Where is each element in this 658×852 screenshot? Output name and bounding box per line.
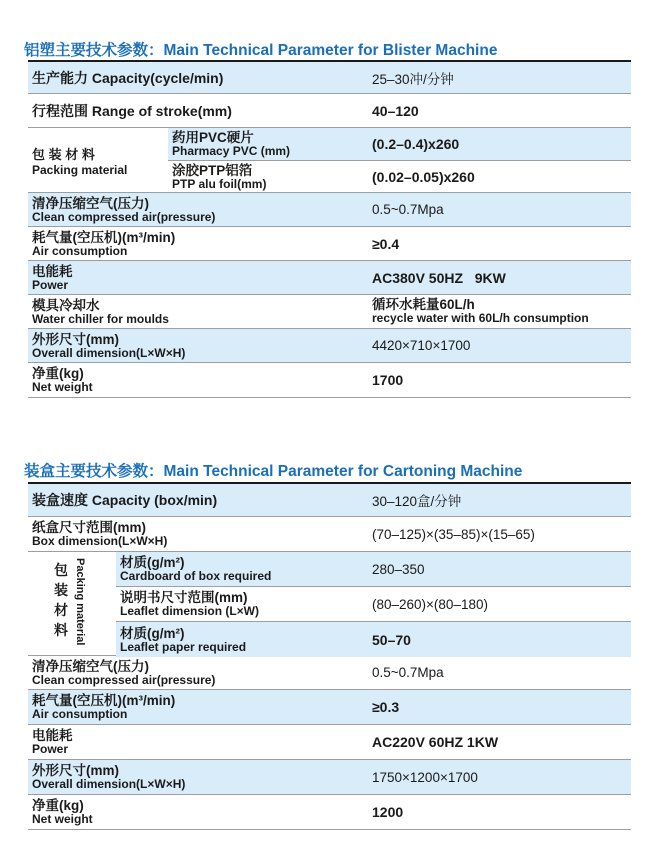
table-row [28,261,631,295]
leaflet-paper-label-zh: 材质(g/m²) [120,625,185,641]
c-air-value: 0.5~0.7Mpa [372,665,444,680]
water-label [28,299,366,325]
power-label-en: Power [32,277,69,292]
c-weight-label [28,799,366,825]
power-label-zh: 电能耗 [32,263,73,279]
water-value-en: recycle water with 60L/h consumption [372,311,589,325]
cartoning-spec-table [28,482,631,830]
c-power-label [28,729,366,755]
c-dimension-value: 1750×1200×1700 [372,769,478,785]
leaflet-dim-value: (80–260)×(80–180) [372,596,488,612]
leaflet-paper-label [116,627,366,653]
c-dimension-label-zh: 外形尺寸(mm) [32,763,119,778]
pvc-label-zh: 药用PVC硬片 [172,130,254,145]
weight-value: 1700 [372,372,404,388]
dimension-label-zh: 外形尺寸(mm) [32,331,119,347]
table-row [168,161,631,193]
table-row [28,725,631,760]
c-air-consumption-label-en: Air consumption [32,707,128,721]
ptp-label [168,164,366,190]
pvc-label-en: Pharmacy PVC (mm) [172,144,291,158]
water-value-zh: 循环水耗量60L/h [372,297,475,312]
ptp-label-zh: 涂胶PTP铝箔 [172,163,253,178]
box-dim-label-zh: 纸盒尺寸范围(mm) [32,520,146,535]
c-power-label-zh: 电能耗 [32,728,73,743]
cardboard-value: 280–350 [372,561,425,577]
pvc-label [168,131,366,157]
weight-label [28,367,366,393]
cartoning-title-en: Main Technical Parameter for Cartoning Machine [163,463,523,480]
air-label [28,197,366,223]
dimension-label-en: Overall dimension(L×W×H) [32,345,186,360]
blister-title-en: Main Technical Parameter for Blister Machine [163,42,498,59]
table-row [28,690,631,725]
stroke-label: 行程范围 Range of stroke(mm) [32,102,232,119]
blister-title-zh: 铝塑主要技术参数： [24,42,164,59]
packing-label-en: Packing material [32,162,128,177]
leaflet-dim-label [116,591,366,617]
table-row [28,329,631,363]
air-consumption-label-en: Air consumption [32,243,128,258]
cartoning-title-zh: 装盒主要技术参数： [24,463,164,480]
leaflet-dim-label-zh: 说明书尺寸范围(mm) [120,590,248,605]
weight-label-zh: 净重(kg) [32,366,84,381]
water-label-zh: 模具冷却水 [32,297,100,313]
water-label-en: Water chiller for moulds [32,311,169,326]
air-value: 0.5~0.7Mpa [372,202,444,217]
water-value [366,298,631,325]
box-dim-label-en: Box dimension(L×W×H) [32,534,168,548]
blister-spec-table [28,60,631,398]
packing-material-label [28,128,168,192]
packing-label-zh: 包 装 材 料 [32,146,95,162]
c-power-label-en: Power [32,742,69,756]
table-row [116,622,631,657]
table-row [28,484,631,517]
c-dimension-label [28,764,366,790]
capacity-label: 生产能力 Capacity(cycle/min) [32,69,224,86]
dimension-label [28,333,366,359]
c-air-consumption-label [28,694,366,720]
packing-material-group [28,128,631,193]
cardboard-label-zh: 材质(g/m²) [120,555,185,570]
weight-label-en: Net weight [32,380,93,394]
table-row [168,128,631,161]
c-dimension-label-en: Overall dimension(L×W×H) [32,777,186,791]
table-row [28,227,631,261]
leaflet-paper-value: 50–70 [372,631,411,648]
c-air-consumption-value: ≥0.3 [372,699,400,715]
box-dim-label [28,521,366,547]
table-row [116,587,631,622]
c-power-value: AC220V 60HZ 1KW [372,734,499,750]
cardboard-label [116,556,366,582]
c-capacity-label: 装盒速度 Capacity (box/min) [32,492,218,508]
c-packing-material-label [28,552,116,655]
c-packing-label-en: Packing material [74,558,86,646]
capacity-value: 25–30冲/分钟 [372,71,454,87]
table-row [28,517,631,552]
table-row [28,295,631,329]
ptp-value: (0.02–0.05)x260 [372,169,475,185]
table-row [116,552,631,587]
power-label [28,265,366,291]
c-packing-material-group [28,552,631,656]
c-capacity-value: 30–120盒/分钟 [372,494,462,509]
c-air-label-en: Clean compressed air(pressure) [32,672,216,687]
c-air-label-zh: 清净压缩空气(压力) [32,658,149,674]
ptp-label-en: PTP alu foil(mm) [172,177,267,191]
leaflet-paper-label-en: Leaflet paper required [120,639,247,654]
power-value: AC380V 50HZ 9KW [372,269,506,286]
table-row [28,760,631,795]
air-consumption-label-zh: 耗气量(空压机)(m³/min) [32,229,176,245]
air-label-zh: 清净压缩空气(压力) [32,195,149,211]
table-row [28,656,631,690]
table-row [28,795,631,830]
blister-section-title [24,38,624,60]
box-dim-value: (70–125)×(35–85)×(15–65) [372,526,535,542]
air-label-en: Clean compressed air(pressure) [32,209,216,224]
c-air-label [28,660,366,686]
dimension-value: 4420×710×1700 [372,338,471,353]
c-weight-label-en: Net weight [32,812,93,826]
table-row [28,193,631,227]
c-air-consumption-label-zh: 耗气量(空压机)(m³/min) [32,693,176,708]
air-consumption-value: ≥0.4 [372,235,400,252]
stroke-value: 40–120 [372,102,419,119]
c-packing-label-zh: 包装材料 [54,562,68,638]
pvc-value: (0.2–0.4)x260 [372,136,460,152]
air-consumption-label [28,231,366,257]
cardboard-label-en: Cardboard of box required [120,569,272,583]
table-row [28,94,631,128]
leaflet-dim-label-en: Leaflet dimension (L×W) [120,604,260,618]
table-row [28,363,631,398]
table-row [28,62,631,94]
c-weight-label-zh: 净重(kg) [32,798,84,813]
c-weight-value: 1200 [372,804,404,820]
cartoning-section-title [24,459,624,481]
